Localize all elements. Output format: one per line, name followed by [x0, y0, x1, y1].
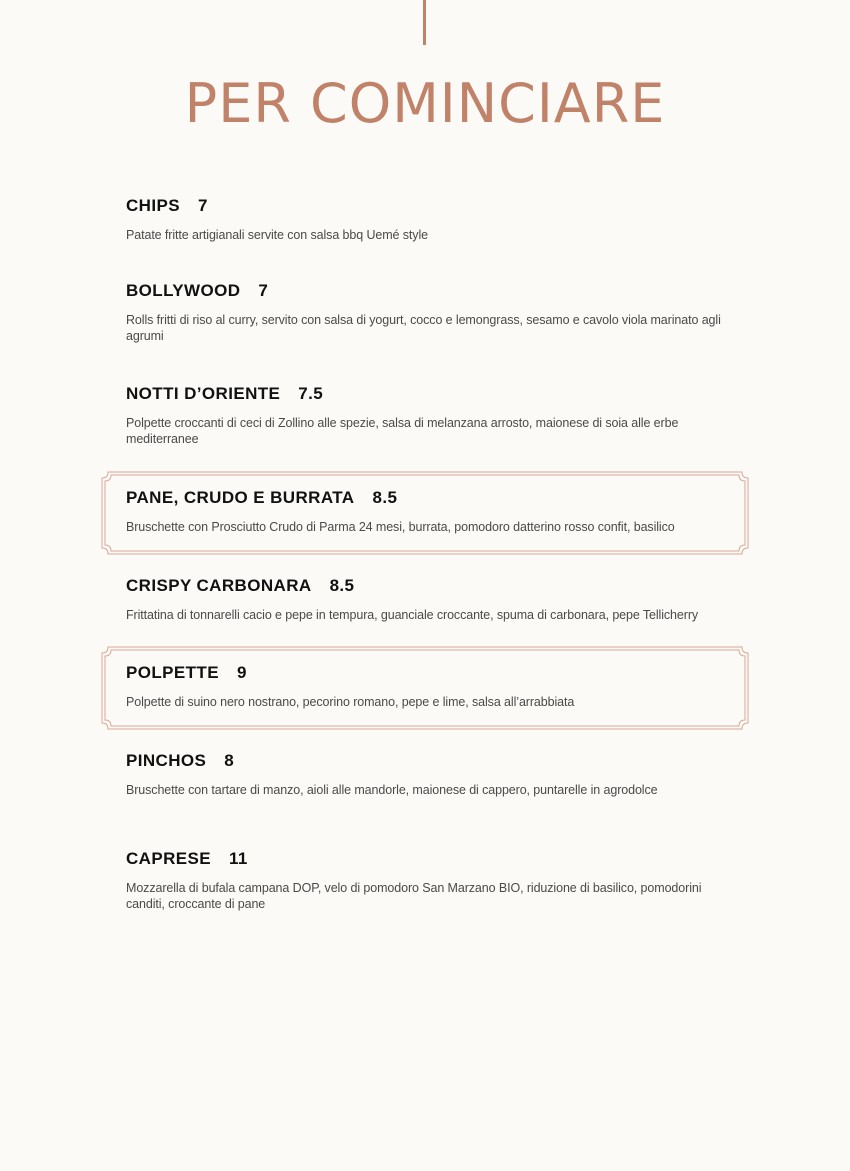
item-price: 8 [224, 751, 235, 770]
item-heading [126, 849, 726, 869]
item-price: 8.5 [329, 576, 355, 595]
item-name: CHIPS [126, 196, 180, 215]
item-price: 7 [258, 281, 269, 300]
item-description: Bruschette con tartare di manzo, aioli alle mandorle, maionese di cappero, puntarelle in agrodolce [126, 783, 658, 797]
item-name: PANE, CRUDO E BURRATA [126, 488, 355, 507]
menu-item-chips [126, 196, 726, 243]
item-price: 7.5 [298, 384, 324, 403]
menu-item-crispy-carbonara [126, 576, 726, 623]
menu-item-pinchos [126, 751, 726, 798]
item-price: 11 [229, 849, 248, 868]
item-price: 8.5 [372, 488, 398, 507]
item-description: Frittatina di tonnarelli cacio e pepe in tempura, guanciale croccante, spuma di carbonara, pepe Tellicherry [126, 608, 699, 622]
top-divider-line [423, 0, 426, 45]
item-description: Polpette di suino nero nostrano, pecorino romano, pepe e lime, salsa all’arrabbiata [126, 695, 575, 709]
item-name: PINCHOS [126, 751, 207, 770]
item-name: CAPRESE [126, 849, 211, 868]
item-heading [126, 281, 726, 301]
item-description: Polpette croccanti di ceci di Zollino alle spezie, salsa di melanzana arrosto, maionese di soia alle erbe mediterranee [126, 416, 679, 446]
item-name: POLPETTE [126, 663, 219, 682]
item-description: Rolls fritti di riso al curry, servito con salsa di yogurt, cocco e lemongrass, sesamo e cavolo viola marinato agli agrumi [126, 313, 721, 343]
item-heading [126, 488, 726, 508]
item-description: Mozzarella di bufala campana DOP, velo di pomodoro San Marzano BIO, riduzione di basilico, pomodorini canditi, croccante di pane [126, 881, 702, 911]
item-name: BOLLYWOOD [126, 281, 241, 300]
item-name: CRISPY CARBONARA [126, 576, 312, 595]
section-title: PER COMINCIARE [184, 72, 666, 135]
menu-item-polpette [126, 663, 726, 710]
item-description: Patate fritte artigianali servite con salsa bbq Uemé style [126, 228, 428, 242]
menu-item-pane-crudo-burrata [126, 488, 726, 535]
menu-item-notti-doriente [126, 384, 726, 447]
item-heading [126, 663, 726, 683]
item-description: Bruschette con Prosciutto Crudo di Parma 24 mesi, burrata, pomodoro datterino rosso confit, basilico [126, 520, 675, 534]
item-heading [126, 196, 726, 216]
item-heading [126, 576, 726, 596]
item-heading [126, 384, 726, 404]
item-name: NOTTI D’ORIENTE [126, 384, 281, 403]
item-heading [126, 751, 726, 771]
menu-item-bollywood [126, 281, 726, 344]
menu-item-caprese [126, 849, 726, 912]
item-price: 9 [236, 663, 247, 682]
item-price: 7 [197, 196, 208, 215]
